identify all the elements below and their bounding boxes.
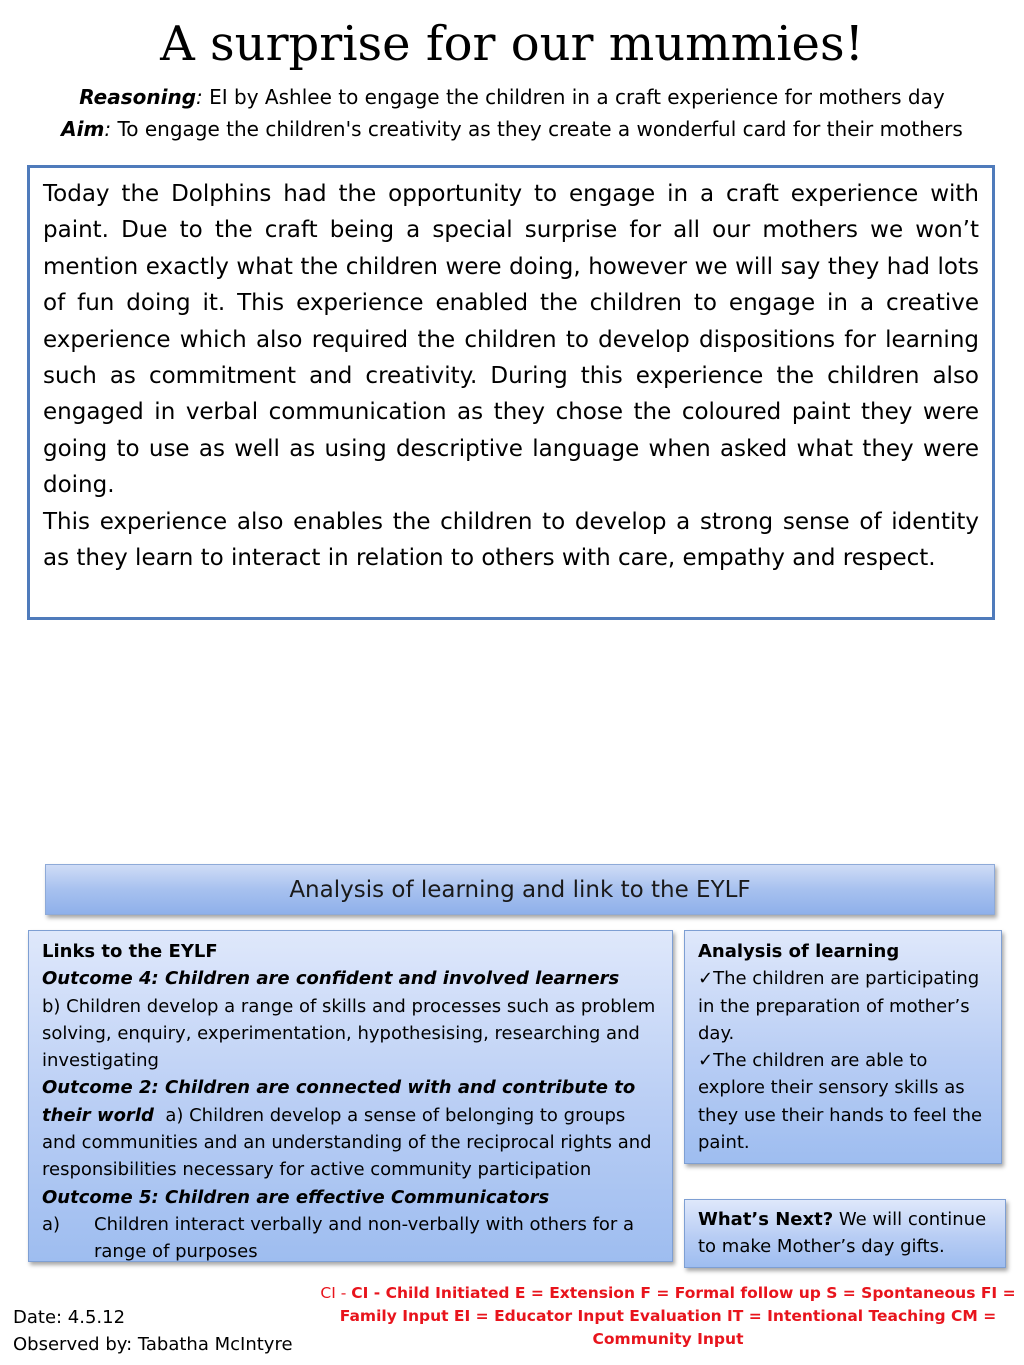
outcome-2-block xyxy=(42,1074,660,1183)
analysis-item-1-text: The children are participating in the preparation of mother’s day. xyxy=(698,968,980,1044)
eylf-links-heading: Links to the EYLF xyxy=(42,941,218,962)
outcome-2-text: a) Children develop a sense of belonging to groups and communities and an understanding of the reciprocal rights and responsibilities necessary for active community participation xyxy=(42,1104,658,1181)
analysis-item-2 xyxy=(698,1047,993,1156)
outcome-5-item-text: Children interact verbally and non-verbally with others for a range of purposes xyxy=(94,1213,635,1263)
analysis-heading: Analysis of learning xyxy=(698,941,900,962)
whats-next-label: What’s Next? xyxy=(698,1209,834,1230)
reasoning-line xyxy=(0,82,1024,112)
analysis-item-2-text: The children are able to explore their sensory skills as they use their hands to feel the paint. xyxy=(698,1050,983,1154)
story-paragraph-1: Today the Dolphins had the opportunity to engage in a craft experience with paint. Due to the craft being a special surprise for all our mothers we won’t mention exactly what the children were doing, however we will say they had lots of fun doing it. This experience enabled the children to engage in a creative experience which also required the children to develop dispositions for learning such as commitment and creativity. During this experience the children also engaged in verbal communication as they chose the coloured paint they were going to use as well as using descriptive language when asked what they were doing. xyxy=(43,181,979,499)
eylf-links-box xyxy=(28,930,673,1262)
page-title: A surprise for our mummies! xyxy=(160,16,864,72)
checkmark-icon: ✓ xyxy=(698,968,714,990)
observer-name: Observed by: Tabatha McIntyre xyxy=(13,1334,293,1355)
analysis-of-learning-box xyxy=(684,930,1002,1164)
reasoning-label: Reasoning xyxy=(79,85,197,109)
outcome-4-title: Outcome 4: Children are confident and involved learners xyxy=(42,968,620,990)
whats-next-box xyxy=(684,1199,1006,1268)
outcome-5-item xyxy=(42,1211,660,1266)
legend-lead: CI - xyxy=(320,1284,352,1302)
whats-next-text: We will continue to make Mother’s day gifts. xyxy=(698,1209,987,1258)
footer xyxy=(13,1304,293,1358)
aim-line xyxy=(0,114,1024,144)
outcome-5-item-marker: a) xyxy=(42,1213,61,1235)
outcome-5-title: Outcome 5: Children are effective Communicators xyxy=(42,1186,550,1208)
code-legend xyxy=(318,1282,1018,1351)
analysis-item-1 xyxy=(698,965,993,1047)
outcome-2-title: Outcome 2: Children are connected with and contribute to their world xyxy=(42,1077,636,1126)
story-box xyxy=(27,165,995,620)
aim-label: Aim xyxy=(61,117,105,141)
aim-text: To engage the children's creativity as they create a wonderful card for their mothers xyxy=(111,117,963,141)
story-paragraph-2: This experience also enables the children to develop a strong sense of identity as they learn to interact in relation to others with care, empathy and respect. xyxy=(43,508,979,572)
analysis-header: Analysis of learning and link to the EYLF xyxy=(45,864,995,915)
observation-date: Date: 4.5.12 xyxy=(13,1307,126,1328)
reasoning-text: EI by Ashlee to engage the children in a craft experience for mothers day xyxy=(202,85,945,109)
legend-text: CI - Child Initiated E = Extension F = Formal follow up S = Spontaneous FI = Family Input EI = Educator Input Evaluation IT = Intentional Teaching CM = Community Input xyxy=(339,1284,1016,1348)
reasoning-colon: : xyxy=(196,85,203,109)
outcome-4-text: b) Children develop a range of skills and processes such as problem solving, enquiry, experimentation, hypothesising, researching and investigating xyxy=(42,995,656,1072)
aim-colon: : xyxy=(104,117,112,141)
checkmark-icon: ✓ xyxy=(698,1050,714,1072)
